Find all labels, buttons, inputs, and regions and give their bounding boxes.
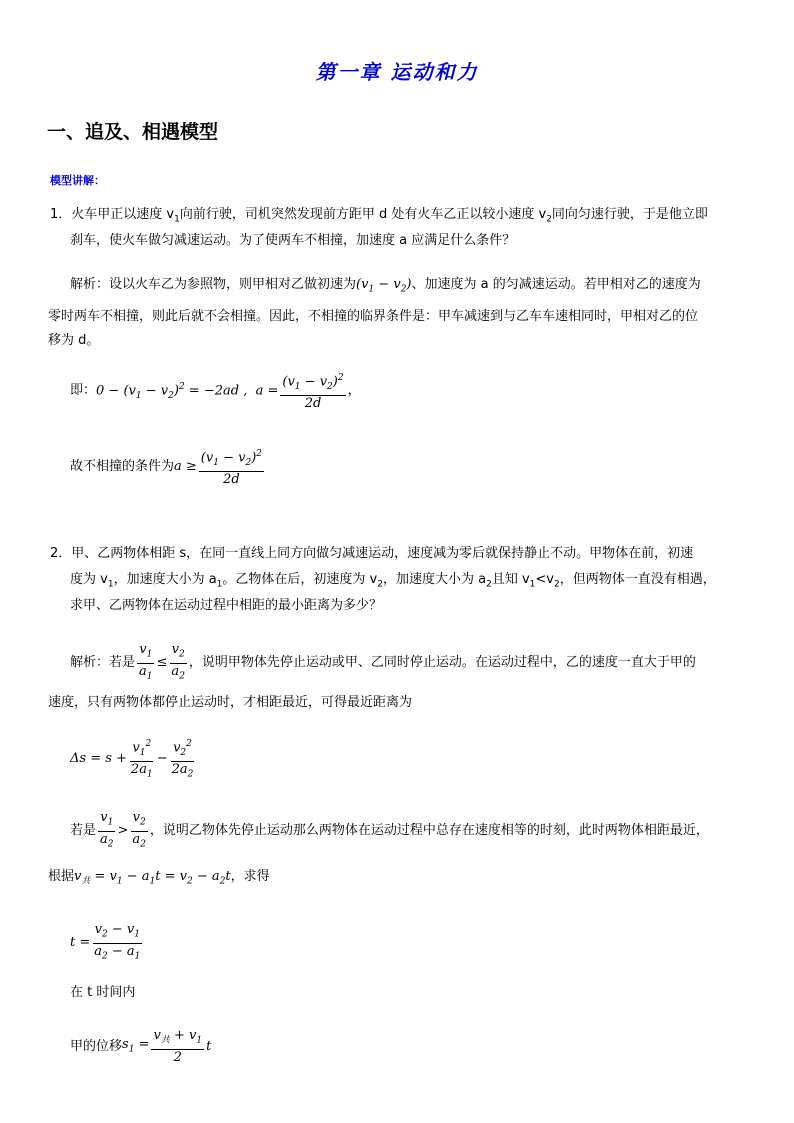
solution2-basis: 根据$v_共 = v_1 - a_1t = v_2 - a_2t$，求得: [48, 869, 270, 887]
solution1-line2: 零时两车不相撞，则此后就不会相撞。因此，不相撞的临界条件是：甲车减速到与乙车车速相同时，甲相对乙的位: [48, 309, 699, 324]
problem2-line2: 度为 $v_1$，加速度大小为 $a_1$。乙物体在后，初速度为 $v_2$，加速度大小为 $a_2$且知 $v_1<v_2$，但两物体一直没有相遇，: [70, 572, 716, 590]
formula-condition: 故不相撞的条件为 a ≥ $\frac{(v_1 - v_2)^2}{2d}$: [70, 446, 266, 488]
formula-displacement: 甲的位移 $s_1$ = $\frac{v_共 + v_1}{2}$ t: [70, 1028, 212, 1065]
section-heading: 一、追及、相遇模型: [47, 121, 219, 143]
solution1-line1: 解析：设以火车乙为参照物，则甲相对乙做初速为$(v_1 - v_2)$、加速度为 a 的匀减速运动。若甲相对乙的速度为: [70, 277, 701, 295]
formula-time: t = $\frac{v_2 - v_1}{a_2 - a_1}$: [70, 922, 141, 962]
solution1-line3: 移为 d。: [48, 333, 100, 348]
model-label: 模型讲解：: [50, 174, 105, 187]
solution2-case1: 解析：若是 $\frac{v_1}{a_1}$ ≤ $\frac{v_2}{a_2}$ ，说明甲物体先停止运动或甲、乙同时停止运动。在运动过程中，乙的速度一直大于甲的: [70, 642, 696, 682]
problem2-line3: 求甲、乙两物体在运动过程中相距的最小距离为多少？: [70, 598, 383, 613]
solution2-line2: 速度，只有两物体都停止运动时，才相距最近，可得最近距离为: [48, 695, 413, 710]
relative-velocity-expr: $(v_1 - v_2)$: [356, 277, 412, 295]
within-time-text: 在 t 时间内: [70, 985, 136, 1000]
solution2-case2: 若是 $\frac{v_1}{a_2}$ > $\frac{v_2}{a_2}$ ，说明乙物体先停止运动那么两物体在运动过程中总存在速度相等的时刻，此时两物体相距最近，: [70, 810, 709, 850]
problem1-line2: 刹车，使火车做匀减速运动。为了使两车不相撞，加速度 a 应满足什么条件？: [70, 233, 516, 248]
problem2-line1: 2．甲、乙两物体相距 s，在同一直线上同方向做匀减速运动，速度减为零后就保持静止不动。甲物体在前，初速: [50, 546, 694, 561]
problem1-line1: 1．火车甲正以速度 $v_1$向前行驶，司机突然发现前方距甲 d 处有火车乙正以较小速度 $v_2$同向匀速行驶，于是他立即: [50, 207, 708, 225]
page-title: 第一章 运动和力: [315, 60, 479, 84]
formula-min-distance: Δs = s + $\frac{v_1^2}{2a_1}$ − $\frac{v_2^2}{2a_2}$: [70, 736, 197, 783]
problem2-number: 2．: [50, 546, 72, 561]
formula-deceleration: 即： $0 - (v_1 - v_2)^2 = -2ad$ , a = $\frac{(v_1 - v_2)^2}{2d}$ ，: [70, 370, 361, 412]
problem1-number: 1．: [50, 207, 72, 222]
